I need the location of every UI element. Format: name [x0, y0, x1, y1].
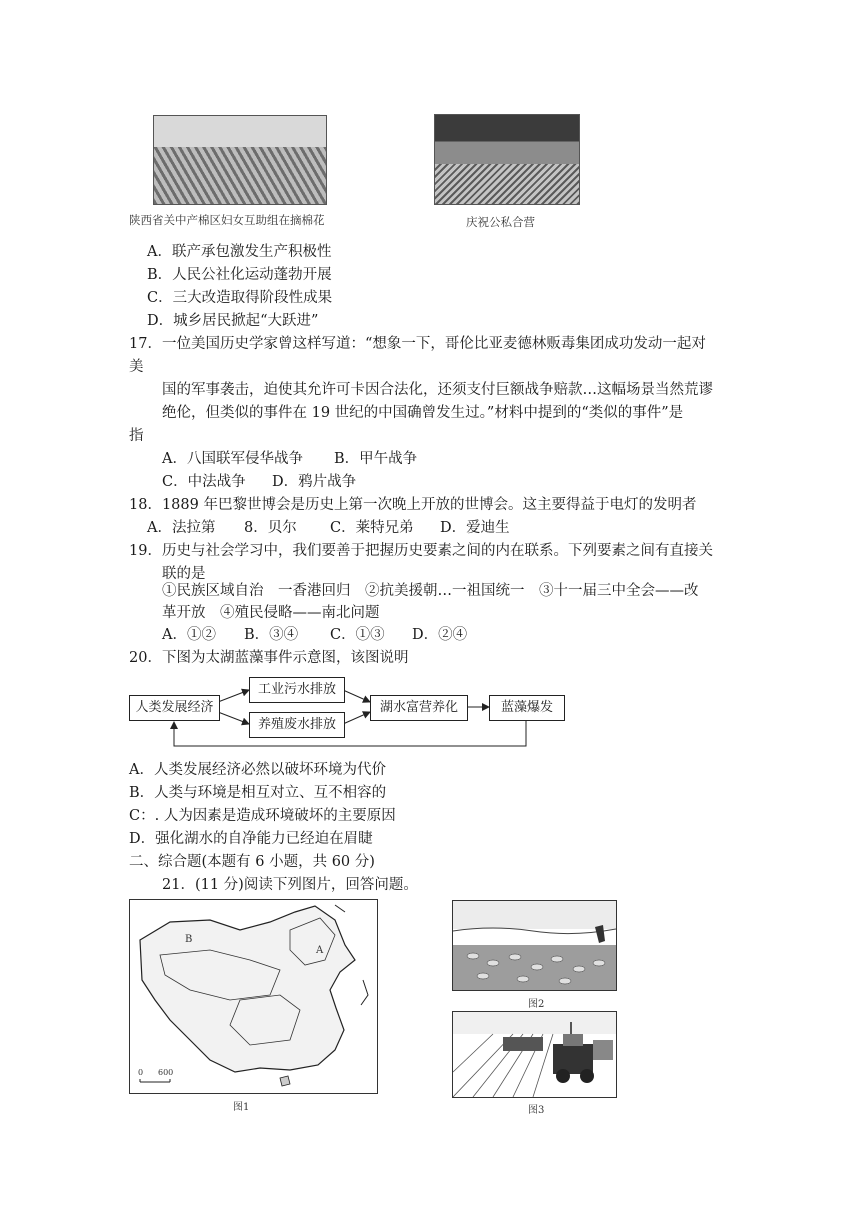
mechanized-farming-figure — [452, 1011, 617, 1098]
q21-stem: 21．(11 分)阅读下列图片，回答问题。 — [162, 877, 418, 893]
q17-stem-line-4: 绝伦，但类似的事件在 19 世纪的中国确曾发生过。”材料中提到的“类似的事件”是 — [162, 405, 684, 421]
joint-venture-celebration-photo — [434, 114, 580, 205]
flow-box-aquaculture-wastewater: 养殖废水排放 — [249, 712, 345, 738]
grassland-herding-figure — [452, 900, 617, 991]
flow-box-human-economy: 人类发展经济 — [129, 695, 220, 721]
q17-option-d: D．鸦片战争 — [272, 474, 357, 490]
figure-3-caption: 图3 — [528, 1105, 545, 1116]
q17-stem-line-5: 指 — [129, 428, 144, 444]
arrow-start-to-industry — [218, 690, 249, 702]
arrow-start-to-aquaculture — [218, 712, 249, 724]
feedback-loop-arrow — [174, 719, 526, 746]
flow-box-industrial-wastewater: 工业污水排放 — [249, 677, 345, 703]
arrow-aquaculture-to-lake — [343, 712, 370, 724]
left-photo-caption: 陕西省关中产棉区妇女互助组在摘棉花 — [129, 213, 325, 227]
q19-option-a: A．①② — [162, 627, 216, 643]
q16-option-a: A．联产承包激发生产积极性 — [147, 244, 332, 260]
figure-1-caption: 图1 — [233, 1102, 250, 1113]
q17-option-c: C．中法战争 — [162, 474, 246, 490]
q18-option-d: D．爱迪生 — [440, 520, 510, 536]
q19-stem-line-3: ①民族区域自治 一香港回归 ②抗美援朝…一祖国统一 ③十一届三中全会——改 — [162, 583, 699, 599]
china-map-outline — [130, 900, 377, 1093]
q19-option-c: C．①③ — [330, 627, 385, 643]
arrow-industry-to-lake — [343, 690, 370, 702]
q19-stem-line-1: 19．历史与社会学习中，我们要善于把握历史要素之间的内在联系。下列要素之间有直接关 — [129, 543, 713, 559]
q16-option-b: B．人民公社化运动蓬勃开展 — [147, 267, 332, 283]
q18-option-a: A．法拉第 — [147, 520, 216, 536]
q20-option-b: B．人类与环境是相互对立、互不相容的 — [129, 785, 387, 801]
china-map-figure — [129, 899, 378, 1094]
flow-box-algae-bloom: 蓝藻爆发 — [489, 695, 565, 721]
figure-2-caption: 图2 — [528, 999, 545, 1010]
q17-option-a: A．八国联军侵华战争 — [162, 451, 303, 467]
q18-option-b: 8．贝尔 — [244, 520, 297, 536]
map-scale-zero: 0 — [138, 1068, 144, 1077]
q20-option-a: A．人类发展经济必然以破坏环境为代价 — [129, 762, 386, 778]
q17-stem-line-2: 美 — [129, 359, 144, 375]
right-photo-caption: 庆祝公私合营 — [466, 215, 535, 229]
map-scale-600: 600 — [158, 1068, 174, 1077]
q17-option-b: B．甲午战争 — [334, 451, 418, 467]
q20-stem: 20．下图为太湖蓝藻事件示意图，该图说明 — [129, 650, 409, 666]
q18-stem: 18．1889 年巴黎世博会是历史上第一次晚上开放的世博会。这主要得益于电灯的发明者 — [129, 497, 697, 513]
map-label-b: B — [185, 934, 193, 945]
q20-option-d: D．强化湖水的自净能力已经迫在眉睫 — [129, 831, 373, 847]
q17-stem-line-1: 17．一位美国历史学家曾这样写道：“想象一下，哥伦比亚麦德林贩毒集团成功发动一起对 — [129, 336, 706, 352]
q17-stem-line-3: 国的军事袭击，迫使其允许可卡因合法化，还须支付巨额战争赔款…这幅场景当然荒谬 — [162, 382, 713, 398]
section-2-heading: 二、综合题(本题有 6 小题，共 60 分) — [129, 854, 375, 870]
q19-option-b: B．③④ — [244, 627, 299, 643]
q19-stem-line-2: 联的是 — [162, 566, 206, 582]
cotton-picking-photo — [153, 115, 327, 205]
q18-option-c: C．莱特兄弟 — [330, 520, 414, 536]
q16-option-d: D．城乡居民掀起“大跃进” — [147, 313, 319, 329]
q19-option-d: D．②④ — [412, 627, 468, 643]
q19-stem-line-4: 革开放 ④殖民侵略——南北问题 — [162, 605, 380, 621]
map-label-a: A — [316, 945, 324, 956]
flow-box-eutrophication: 湖水富营养化 — [370, 695, 468, 721]
q16-option-c: C．三大改造取得阶段性成果 — [147, 290, 333, 306]
q20-option-c: C：. 人为因素是造成环境破坏的主要原因 — [129, 808, 396, 824]
